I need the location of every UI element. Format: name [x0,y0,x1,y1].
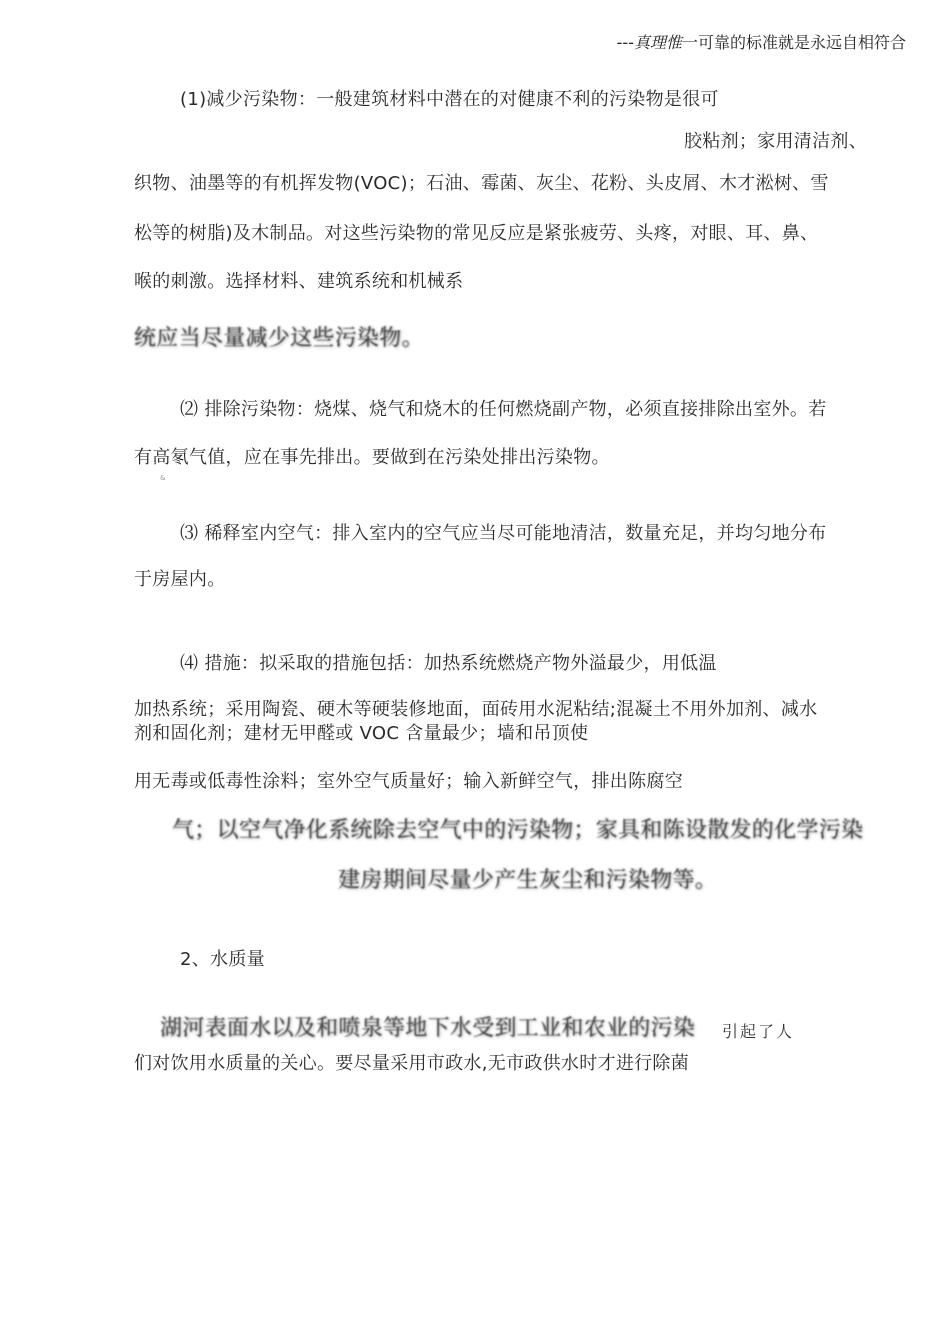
water-line-2: 们对饮用水质量的关心。要尽量采用市政水,无市政供水时才进行除菌 [134,1053,690,1074]
s4-line-1: ⑷ 措施：拟采取的措施包括：加热系统燃烧产物外溢最少，用低温 [180,653,717,674]
header-italic-text: 真理惟 [633,33,682,52]
s1-line-4: 松等的树脂)及木制品。对这些污染物的常见反应是紧张疲劳、头疼，对眼、耳、鼻、 [134,223,819,244]
s4-line-5: 气；以空气净化系统除去空气中的污染物；家具和陈设散发的化学污染 [172,818,864,843]
s1-line-5: 喉的刺激。选择材料、建筑系统和机械系 [134,271,464,292]
water-line-1-tail: 引起了人 [722,1022,795,1041]
section-heading-water-quality: 2、水质量 [180,949,265,970]
s4-line-6: 建房期间尽量少产生灰尘和污染物等。 [338,868,718,893]
page-header-quote [617,32,906,54]
s2-line-2: 有高氡气值，应在事先排出。要做到在污染处排出污染物。 [134,447,610,468]
header-dashes: --- [616,33,634,52]
s2-line-1: ⑵ 排除污染物：烧煤、烧气和烧木的任何燃烧副产物，必须直接排除出室外。若 [180,399,827,420]
s3-line-2: 于房屋内。 [134,569,226,590]
s4-line-4: 用无毒或低毒性涂料；室外空气质量好；输入新鲜空气，排出陈腐空 [134,771,683,792]
s4-line-2: 加热系统；采用陶瓷、硬木等硬装修地面，面砖用水泥粘结;混凝土不用外加剂、减水 [134,699,818,720]
header-text: 一可靠的标准就是永远自相符合 [681,33,906,52]
s3-line-1: ⑶ 稀释室内空气：排入室内的空气应当尽可能地清洁，数量充足，并均匀地分布 [180,523,827,544]
stray-mark: & [160,474,166,482]
water-line-1: 湖河表面水以及和喷泉等地下水受到工业和农业的污染 [160,1016,696,1041]
s1-line-6: 统应当尽量减少这些污染物。 [134,326,424,351]
s4-line-3: 剂和固化剂；建材无甲醛或 VOC 含量最少；墙和吊顶使 [134,723,589,744]
s1-line-3: 织物、油墨等的有机挥发物(VOC)；石油、霉菌、灰尘、花粉、头皮屑、木才淞树、雪 [134,173,829,194]
s1-line-1: (1)减少污染物：一般建筑材料中潜在的对健康不利的污染物是很可 [180,89,719,110]
s1-line-2: 胶粘剂；家用清洁剂、 [684,131,867,152]
